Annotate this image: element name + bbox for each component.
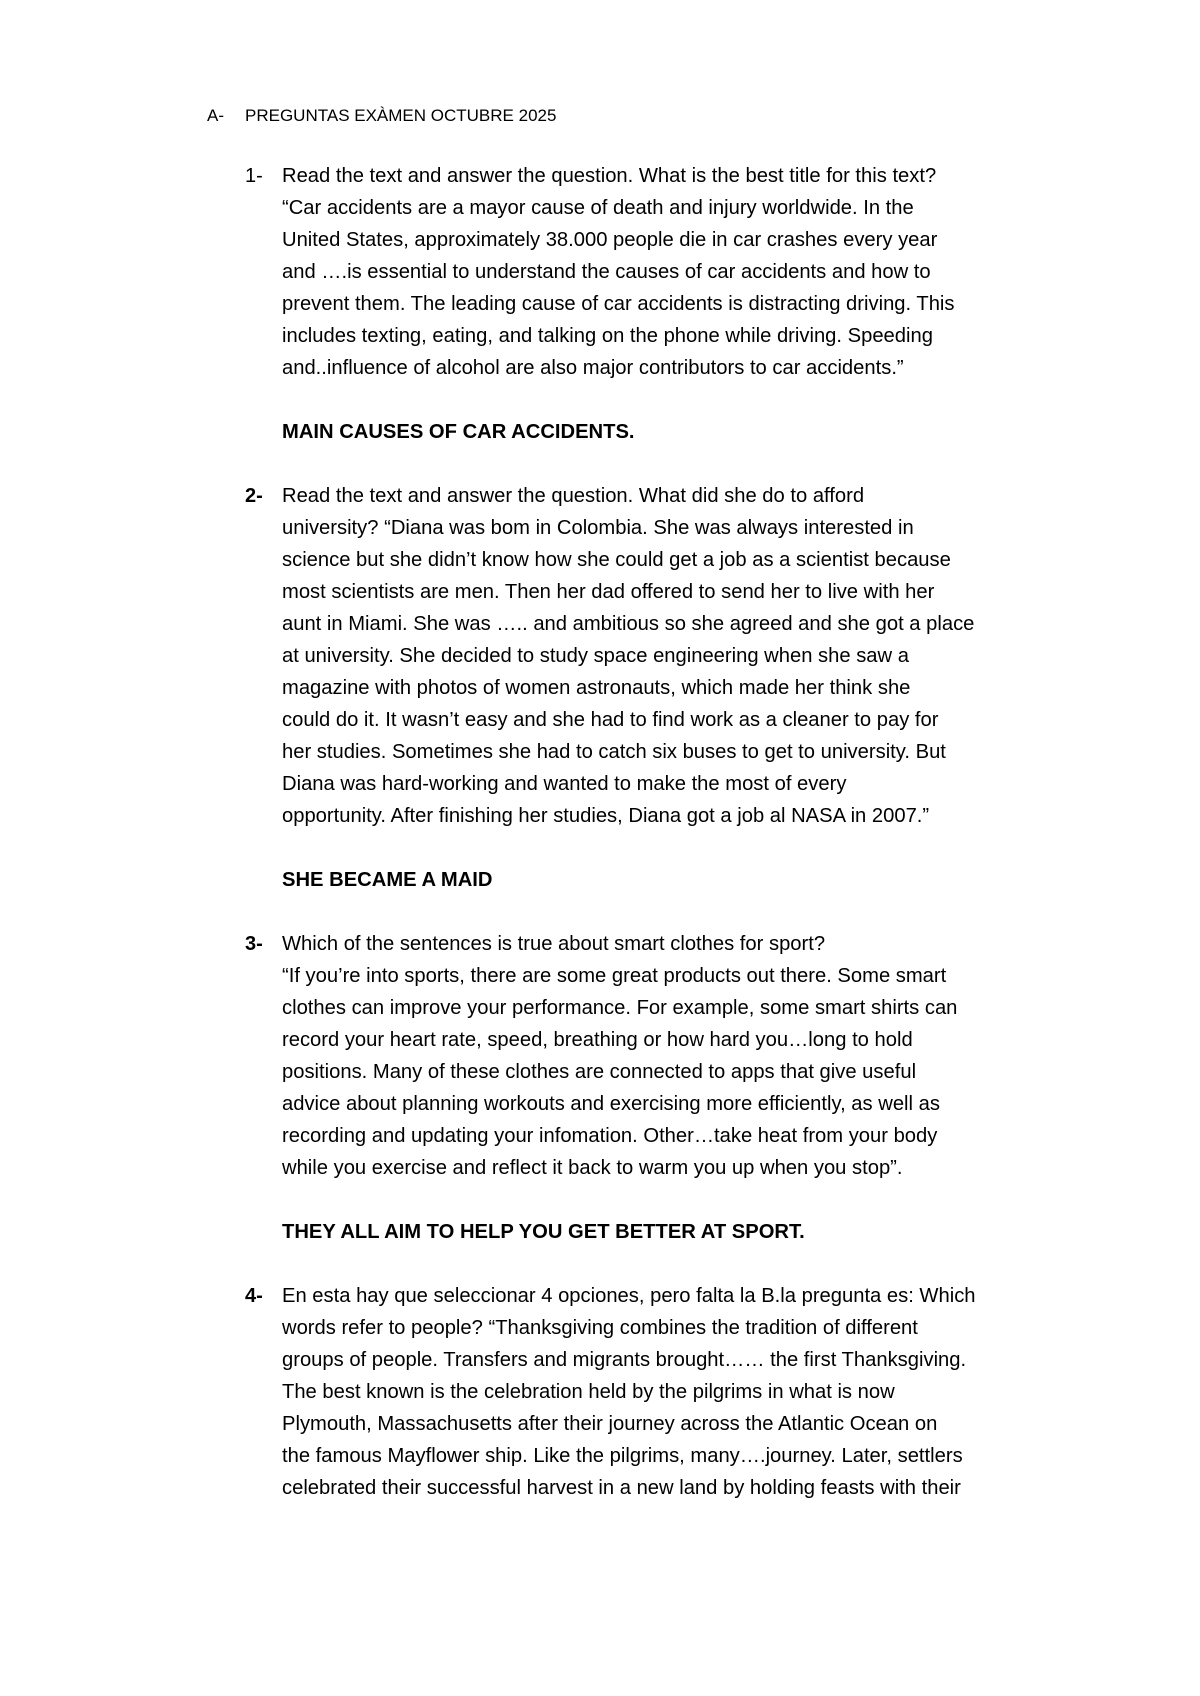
question-answer: SHE BECAME A MAID (282, 869, 493, 891)
section-heading (207, 104, 556, 128)
question-text: Read the text and answer the question. What did she do to afford university? “Diana was bom in Colombia. She was always interested in science but she didn’t know how she could get a job as a scientist because most scientists are men. Then her dad offered to send her to live with her aunt in Miami. She was ….. and ambitious so she agreed and she got a place at university. She decided to study space engineering when she saw a magazine with photos of women astronauts, which made her think she could do it. It wasn’t easy and she had to find work as a cleaner to pay for her studies. Sometimes she had to catch six buses to get to university. But Diana was hard-working and wanted to make the most of every opportunity. After finishing her studies, Diana got a job al NASA in 2007.” (282, 485, 975, 827)
question-number: 2- (245, 485, 263, 507)
question-2 (245, 480, 1045, 896)
question-list (245, 160, 1045, 1536)
question-text: Which of the sentences is true about smart clothes for sport? “If you’re into sports, there are some great products out there. Some smart clothes can improve your performance. For example, some smart shirts can record your heart rate, speed, breathing or how hard you…long to hold positions. Many of these clothes are connected to apps that give useful advice about planning workouts and exercising more efficiently, as well as recording and updating your infomation. Other…take heat from your body while you exercise and reflect it back to warm you up when you stop”. (282, 933, 958, 1179)
section-marker: A- (207, 106, 224, 125)
question-1 (245, 160, 1045, 448)
question-text: En esta hay que seleccionar 4 opciones, pero falta la B.la pregunta es: Which words refer to people? “Thanksgiving combines the tradition of different groups of people. Transfers and migrants brought…… the first Thanksgiving. The best known is the celebration held by the pilgrims in what is now Plymouth, Massachusetts after their journey across the Atlantic Ocean on the famous Mayflower ship. Like the pilgrims, many….journey. Later, settlers celebrated their successful harvest in a new land by holding feasts with their (282, 1285, 976, 1499)
question-number: 3- (245, 933, 263, 955)
question-number: 4- (245, 1285, 263, 1307)
question-4 (245, 1280, 1045, 1504)
question-answer: MAIN CAUSES OF CAR ACCIDENTS. (282, 421, 635, 443)
question-answer: THEY ALL AIM TO HELP YOU GET BETTER AT SPORT. (282, 1221, 805, 1243)
question-text: Read the text and answer the question. What is the best title for this text? “Car accidents are a mayor cause of death and injury worldwide. In the United States, approximately 38.000 people die in car crashes every year and ….is essential to understand the causes of car accidents and how to prevent them. The leading cause of car accidents is distracting driving. This includes texting, eating, and talking on the phone while driving. Speeding and..influence of alcohol are also major contributors to car accidents.” (282, 165, 955, 379)
question-3 (245, 928, 1045, 1248)
question-number: 1- (245, 165, 263, 187)
section-title: PREGUNTAS EXÀMEN OCTUBRE 2025 (245, 106, 557, 125)
